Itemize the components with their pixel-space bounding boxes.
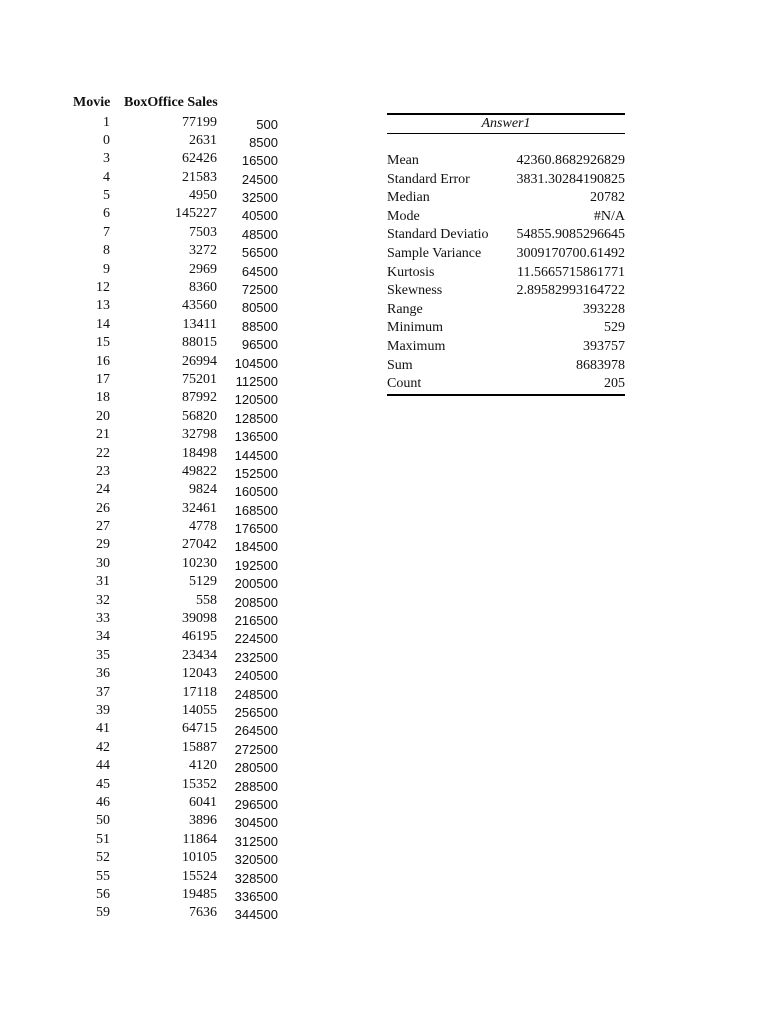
bin-cell: 256500 [234,705,278,720]
movie-cell: 36 [96,666,110,682]
table-row [0,794,300,812]
movie-cell: 17 [96,371,110,387]
table-row [0,426,300,444]
stat-value: #N/A [593,208,625,224]
stat-row [387,282,625,301]
stat-value: 529 [604,320,625,336]
stat-label: Sum [387,357,413,373]
bin-cell: 8500 [249,134,278,150]
stat-label: Skewness [387,283,443,299]
table-row [0,371,300,389]
bin-cell: 136500 [234,429,278,445]
bin-cell: 56500 [241,245,278,261]
sales-cell: 64715 [182,721,217,737]
sales-cell: 2631 [189,132,217,148]
table-row [0,610,300,628]
sales-cell: 10230 [182,555,217,571]
table-row [0,739,300,757]
table-row [0,868,300,886]
sales-cell: 15524 [182,868,217,884]
sales-cell: 9824 [189,482,217,498]
table-row [0,242,300,260]
sales-cell: 5129 [189,574,217,590]
bin-cell: 48500 [241,226,278,242]
bin-cell: 160500 [234,484,278,500]
bin-cell: 40500 [241,208,278,224]
table-row [0,261,300,279]
table-row [0,684,300,702]
movie-cell: 29 [96,537,110,553]
sales-cell: 27042 [182,537,217,553]
sales-cell: 4778 [189,519,217,535]
table-row [0,205,300,223]
movie-cell: 21 [96,427,110,443]
stat-row [387,245,625,264]
table-row [0,334,300,352]
table-row [0,592,300,610]
bin-cell: 200500 [234,576,278,592]
bin-cell: 88500 [241,318,278,334]
sales-cell: 88015 [182,335,217,351]
movie-cell: 14 [96,316,110,332]
movie-cell: 52 [96,850,110,866]
stat-label: Mean [387,153,419,168]
movie-cell: 8 [103,243,110,259]
bin-cell: 192500 [234,557,278,573]
bin-cell: 280500 [234,760,278,776]
movie-cell: 55 [96,868,110,884]
sales-cell: 26994 [182,353,217,369]
movie-cell: 20 [96,408,110,424]
sales-cell: 7503 [189,224,217,240]
bin-cell: 500 [256,116,278,132]
data-table [0,114,300,923]
table-row [0,445,300,463]
bin-cell: 288500 [234,778,278,794]
stat-label: Median [387,190,430,206]
sales-cell: 4950 [189,188,217,204]
stat-label: Mode [387,208,420,224]
stat-value: 2.89582993164722 [516,283,625,299]
sales-cell: 18498 [182,445,217,461]
movie-cell: 16 [96,353,110,369]
bin-cell: 72500 [241,282,278,298]
movie-cell: 34 [96,629,110,645]
bin-cell: 112500 [235,373,278,389]
sales-cell: 3272 [189,243,217,259]
movie-cell: 45 [96,776,110,792]
movie-cell: 30 [96,555,110,571]
table-row [0,224,300,242]
stat-label: Standard Error [387,171,470,187]
stat-row [387,208,625,227]
stat-label: Count [387,376,422,392]
stat-label: Maximum [387,338,446,354]
table-row [0,555,300,573]
stat-value: 393228 [583,301,625,317]
bin-cell: 216500 [234,613,278,629]
movie-cell: 27 [96,519,110,535]
movie-cell: 24 [96,482,110,498]
sales-cell: 23434 [182,647,217,663]
sales-cell: 14055 [182,703,217,718]
sales-cell: 13411 [182,316,217,332]
table-row [0,481,300,499]
stat-row [387,338,625,357]
sales-cell: 12043 [182,666,217,682]
movie-cell: 31 [96,574,110,590]
stat-value: 3831.30284190825 [516,171,625,187]
movie-cell: 59 [96,905,110,921]
table-row [0,408,300,426]
bin-cell: 272500 [234,741,278,757]
bin-cell: 328500 [234,870,278,886]
stat-row [387,152,625,171]
bin-cell: 168500 [234,502,278,518]
table-row [0,463,300,481]
movie-cell: 56 [96,886,110,902]
descriptive-statistics-table [387,113,625,396]
table-row [0,849,300,867]
table-row [0,665,300,683]
table-row [0,628,300,646]
sales-cell: 19485 [182,886,217,902]
stat-row [387,171,625,190]
movie-cell: 7 [103,224,110,240]
sales-cell: 32798 [182,427,217,443]
bin-cell: 240500 [234,668,278,684]
table-row [0,702,300,720]
sales-cell: 87992 [182,390,217,406]
movie-cell: 23 [96,463,110,479]
movie-cell: 9 [103,261,110,277]
table-row [0,647,300,665]
sales-cell: 32461 [182,500,217,516]
bin-cell: 64500 [241,263,278,279]
bin-cell: 16500 [241,153,278,169]
sales-cell: 75201 [182,371,217,387]
stat-label: Sample Variance [387,245,482,261]
movie-cell: 39 [96,703,110,718]
table-row [0,812,300,830]
stat-label: Kurtosis [387,264,435,280]
movie-cell: 4 [103,169,110,185]
sales-cell: 77199 [182,114,217,130]
table-row [0,904,300,922]
stat-label: Range [387,301,423,317]
movie-cell: 15 [96,335,110,351]
movie-cell: 50 [96,813,110,829]
table-row [0,757,300,775]
movie-cell: 51 [96,831,110,847]
sales-cell: 10105 [182,850,217,866]
table-row [0,720,300,738]
movie-cell: 33 [96,611,110,627]
movie-cell: 46 [96,794,110,810]
sales-cell: 21583 [182,169,217,185]
bin-cell: 304500 [234,815,278,831]
stat-row [387,301,625,320]
bin-cell: 320500 [234,852,278,868]
stat-value: 205 [604,376,625,392]
movie-cell: 22 [96,445,110,461]
stat-row [387,264,625,283]
table-row [0,831,300,849]
movie-cell: 3 [103,151,110,167]
bin-cell: 336500 [234,888,278,904]
movie-cell: 42 [96,739,110,755]
movie-cell: 26 [96,500,110,516]
sales-cell: 39098 [182,611,217,627]
stat-row [387,226,625,245]
table-row [0,536,300,554]
sales-cell: 17118 [182,684,217,700]
sales-cell: 15887 [182,739,217,755]
sales-cell: 43560 [182,298,217,314]
sales-cell: 15352 [182,776,217,792]
bin-cell: 296500 [234,796,278,812]
sales-cell: 11864 [182,831,217,847]
stats-title: Answer1 [387,115,625,134]
movie-cell: 12 [96,280,110,296]
sales-cell: 49822 [182,463,217,479]
sales-cell: 4120 [189,758,217,774]
movie-cell: 6 [103,206,110,222]
bin-cell: 104500 [234,355,278,371]
movie-column-header: Movie [73,95,111,110]
bin-cell: 312500 [234,833,278,849]
table-row [0,353,300,371]
bin-cell: 184500 [234,539,278,555]
movie-cell: 44 [96,758,110,774]
stat-value: 3009170700.61492 [516,245,625,261]
stats-bottom-rule [387,394,625,396]
bin-cell: 120500 [234,392,278,408]
bin-cell: 80500 [241,300,278,316]
sales-cell: 56820 [182,408,217,424]
table-row [0,886,300,904]
sales-cell: 6041 [189,794,217,810]
movie-cell: 5 [103,188,110,204]
movie-cell: 1 [103,114,110,130]
stat-value: 54855.9085296645 [516,227,625,243]
stat-value: 42360.8682926829 [516,153,625,168]
table-row [0,114,300,132]
bin-cell: 224500 [234,631,278,647]
stat-row [387,319,625,338]
sales-cell: 2969 [189,261,217,277]
table-row [0,573,300,591]
bin-cell: 232500 [234,649,278,665]
table-row [0,389,300,407]
movie-cell: 13 [96,298,110,314]
stat-row [387,375,625,394]
sales-cell: 145227 [175,206,217,222]
movie-cell: 35 [96,647,110,663]
stat-label: Standard Deviatio [387,227,489,243]
movie-cell: 41 [96,721,110,737]
movie-cell: 0 [103,132,110,148]
stat-row [387,357,625,376]
stats-spacer [387,134,625,152]
bin-cell: 248500 [234,686,278,702]
bin-cell: 144500 [234,447,278,463]
stat-value: 20782 [590,190,625,206]
stat-value: 11.5665715861771 [517,264,625,280]
movie-cell: 18 [96,390,110,406]
table-row [0,776,300,794]
table-row [0,316,300,334]
stat-label: Minimum [387,320,444,336]
bin-cell: 176500 [234,521,278,537]
bin-cell: 344500 [234,907,278,923]
bin-cell: 208500 [234,594,278,610]
bin-cell: 152500 [234,465,278,481]
sales-cell: 3896 [189,813,217,829]
table-row [0,187,300,205]
sales-cell: 62426 [182,151,217,167]
table-row [0,297,300,315]
table-row [0,150,300,168]
table-row [0,518,300,536]
stat-value: 393757 [583,338,625,354]
stats-rows [387,152,625,394]
sales-column-header: BoxOffice Sales [124,95,218,110]
bin-cell: 128500 [234,410,278,426]
bin-cell: 96500 [241,337,278,353]
bin-cell: 264500 [234,723,278,739]
bin-cell: 32500 [241,190,278,206]
table-row [0,132,300,150]
stat-row [387,189,625,208]
sales-cell: 558 [196,592,217,608]
stat-value: 8683978 [576,357,625,373]
sales-cell: 8360 [189,280,217,296]
sales-cell: 7636 [189,905,217,921]
sales-cell: 46195 [182,629,217,645]
movie-cell: 32 [96,592,110,608]
bin-cell: 24500 [241,171,278,187]
movie-cell: 37 [96,684,110,700]
table-row [0,279,300,297]
table-row [0,169,300,187]
table-row [0,500,300,518]
